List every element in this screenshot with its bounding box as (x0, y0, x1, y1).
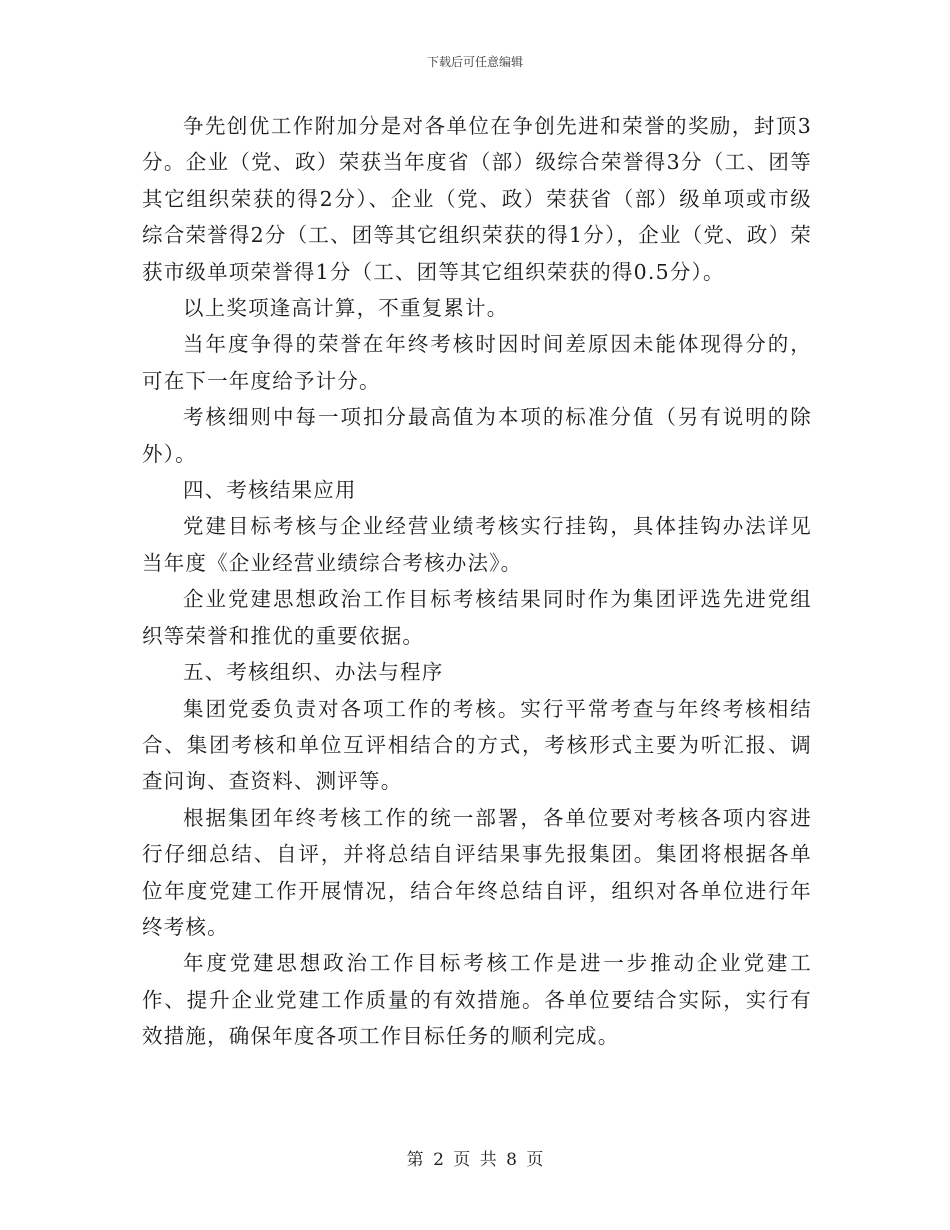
paragraph-max-deduction: 考核细则中每一项扣分最高值为本项的标准分值（另有说明的除外）。 (142, 405, 812, 466)
paragraph-bonus-points: 争先创优工作附加分是对各单位在争创先进和荣誉的奖励，封顶3分。企业（党、政）荣获当年度省（部）级综合荣誉得3分（工、团等其它组织荣获的得2分）、企业（党、政）荣获省（部）级单项或市级综合荣誉得2分（工、团等其它组织荣获的得1分），企业（党、政）荣获市级单项荣誉得1分（工、团等其它组织荣获的得0.5分）。 (142, 114, 812, 284)
paragraph-party-committee: 集团党委负责对各项工作的考核。实行平常考查与年终考核相结合、集团考核和单位互评相结合的方式，考核形式主要为听汇报、调查问询、查资料、测评等。 (142, 696, 812, 794)
document-body (142, 108, 812, 1055)
paragraph-next-year-credit: 当年度争得的荣誉在年终考核时因时间差原因未能体现得分的，可在下一年度给予计分。 (142, 332, 812, 393)
paragraph-honor-basis: 企业党建思想政治工作目标考核结果同时作为集团评选先进党组织等荣誉和推优的重要依据。 (142, 587, 812, 648)
paragraph-performance-link: 党建目标考核与企业经营业绩考核实行挂钩，具体挂钩办法详见当年度《企业经营业绩综合考核办法》。 (142, 514, 812, 575)
section-heading-4: 四、考核结果应用 (183, 478, 357, 503)
page-header: 下载后可任意编辑 (426, 55, 523, 69)
paragraph-no-duplicate: 以上奖项逢高计算，不重复累计。 (183, 296, 509, 321)
section-heading-5: 五、考核组织、办法与程序 (183, 660, 444, 685)
paragraph-year-end-review: 根据集团年终考核工作的统一部署，各单位要对考核各项内容进行仔细总结、自评，并将总结自评结果事先报集团。集团将根据各单位年度党建工作开展情况，结合年终总结自评，组织对各单位进行年终考核。 (142, 805, 812, 939)
paragraph-conclusion: 年度党建思想政治工作目标考核工作是进一步推动企业党建工作、提升企业党建工作质量的有效措施。各单位要结合实际，实行有效措施，确保年度各项工作目标任务的顺利完成。 (142, 951, 812, 1049)
page-number: 第 2 页 共 8 页 (406, 1150, 544, 1170)
